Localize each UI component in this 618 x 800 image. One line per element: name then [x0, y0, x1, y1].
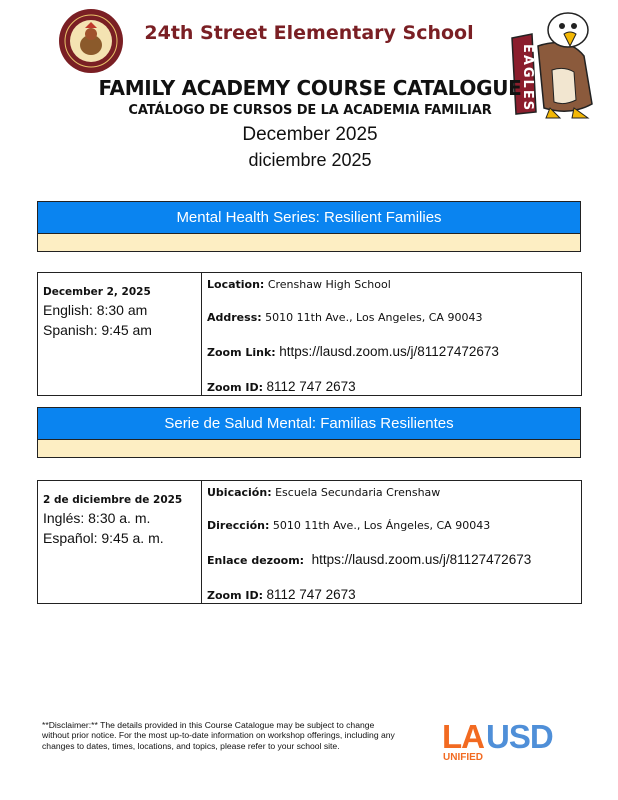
location-value: Escuela Secundaria Crenshaw	[275, 486, 441, 499]
disclaimer-text: **Disclaimer:** The details provided in this Course Catalogue may be subject to change without prior notice. For the most up-to-date information on workshop offerings, including any changes to dates, times, locations, and topics, please refer to your school site.	[42, 720, 395, 751]
lausd-logo-la: LA	[442, 718, 484, 755]
series-title-en: Mental Health Series: Resilient Families	[38, 202, 580, 234]
zoom-link-row-en	[207, 344, 499, 359]
session-date-en: December 2, 2025	[43, 286, 151, 298]
mascot-banner-text: EAGLES	[520, 43, 535, 113]
location-label: Ubicación:	[207, 486, 272, 499]
zoom-id-label: Zoom ID:	[207, 381, 264, 394]
session-details-en	[203, 273, 581, 395]
series-banner-spacer	[38, 234, 580, 251]
address-label: Address:	[207, 311, 262, 324]
session-date-es: 2 de diciembre de 2025	[43, 494, 183, 506]
series-banner-en	[37, 201, 581, 252]
location-row-es	[207, 486, 440, 499]
session-schedule-es	[38, 481, 202, 603]
month-es: diciembre 2025	[248, 150, 372, 170]
zoom-link-row-es	[207, 552, 531, 567]
session-schedule-en	[38, 273, 202, 395]
series-banner-spacer	[38, 440, 580, 457]
zoom-link-label: Enlace dezoom:	[207, 554, 305, 567]
lausd-logo-usd: USD	[486, 718, 553, 755]
address-row-en	[207, 311, 482, 324]
zoom-id-row-es	[207, 587, 356, 602]
lausd-logo-unified: UNIFIED	[443, 752, 483, 762]
zoom-id-value: 8112 747 2673	[266, 587, 356, 602]
session-info-es	[37, 480, 582, 604]
catalogue-title-en: FAMILY ACADEMY COURSE CATALOGUE	[98, 76, 522, 100]
lausd-logo	[442, 718, 577, 762]
session-details-es	[203, 481, 581, 603]
location-row-en	[207, 278, 391, 291]
catalogue-title-es: CATÁLOGO DE CURSOS DE LA ACADEMIA FAMILIAR	[128, 103, 492, 118]
zoom-link[interactable]: https://lausd.zoom.us/j/81127472673	[279, 344, 499, 359]
session-time-espanol: Español: 9:45 a. m.	[43, 530, 164, 546]
session-info-en	[37, 272, 582, 396]
session-time-english: English: 8:30 am	[43, 302, 148, 318]
zoom-link[interactable]: https://lausd.zoom.us/j/81127472673	[311, 552, 532, 567]
location-value: Crenshaw High School	[267, 278, 391, 291]
school-name: 24th Street Elementary School	[144, 22, 474, 44]
series-banner-es	[37, 407, 581, 458]
address-row-es	[207, 519, 490, 532]
address-value: 5010 11th Ave., Los Angeles, CA 90043	[265, 311, 483, 324]
session-time-ingles: Inglés: 8:30 a. m.	[43, 510, 151, 526]
address-value: 5010 11th Ave., Los Ángeles, CA 90043	[272, 519, 491, 532]
zoom-id-value: 8112 747 2673	[266, 379, 356, 394]
session-time-spanish: Spanish: 9:45 am	[43, 322, 152, 338]
month-en: December 2025	[242, 124, 378, 145]
zoom-link-label: Zoom Link:	[207, 346, 276, 359]
zoom-id-row-en	[207, 379, 356, 394]
address-label: Dirección:	[207, 519, 270, 532]
location-label: Location:	[207, 278, 265, 291]
zoom-id-label: Zoom ID:	[207, 589, 264, 602]
series-title-es: Serie de Salud Mental: Familias Resilientes	[38, 408, 580, 440]
